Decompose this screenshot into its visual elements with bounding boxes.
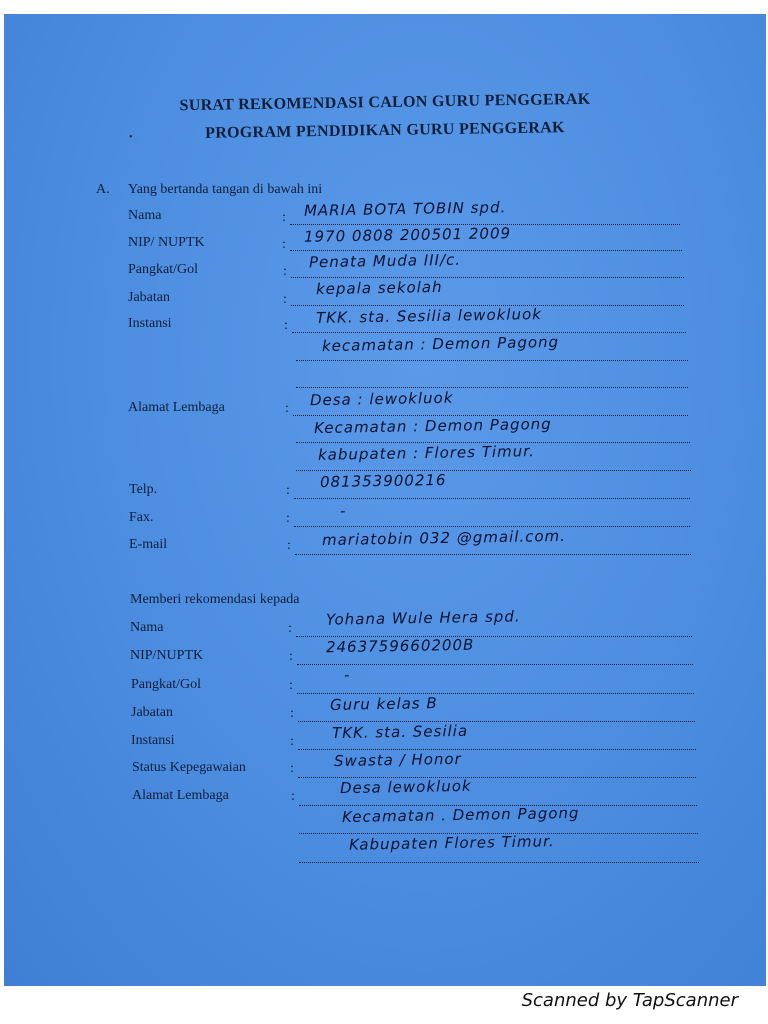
- colon: :: [283, 292, 287, 307]
- section-a-letter: A.: [96, 182, 110, 197]
- recipient-alamat-label: Alamat Lembaga: [132, 788, 229, 803]
- field-line: [292, 332, 686, 333]
- recipient-alamat-value-1: Desa lewokluok: [339, 776, 472, 798]
- signer-pangkat-value: Penata Muda III/c.: [308, 250, 462, 272]
- recipient-status-value: Swasta / Honor: [333, 749, 462, 771]
- colon: :: [285, 401, 289, 416]
- recipient-alamat-value-3: Kabupaten Flores Timur.: [348, 832, 555, 854]
- recipient-alamat-value-2: Kecamatan . Demon Pagong: [341, 803, 580, 827]
- colon: :: [284, 318, 288, 333]
- signer-alamat-value-1: Desa : lewokluok: [309, 388, 454, 410]
- colon: :: [289, 649, 293, 664]
- colon: :: [290, 761, 294, 776]
- field-line: [298, 749, 696, 750]
- colon: :: [288, 621, 292, 636]
- section-a-heading: Yang bertanda tangan di bawah ini: [128, 182, 323, 197]
- field-line: [294, 526, 690, 527]
- field-line: [296, 470, 691, 471]
- field-line: [294, 498, 690, 499]
- signer-alamat-value-2: Kecamatan : Demon Pagong: [313, 414, 552, 438]
- recipient-nip-value: 2463759660200B: [325, 635, 475, 657]
- signer-instansi-value-2: kecamatan : Demon Pagong: [321, 332, 560, 356]
- colon: :: [289, 678, 293, 693]
- signer-alamat-value-3: kabupaten : Flores Timur.: [317, 442, 535, 464]
- signer-nama-value: MARIA BOTA TOBIN spd.: [303, 198, 507, 220]
- recipient-pangkat-label: Pangkat/Gol: [131, 677, 201, 692]
- colon: :: [290, 734, 294, 749]
- signer-alamat-label: Alamat Lembaga: [128, 400, 225, 415]
- document-title: SURAT REKOMENDASI CALON GURU PENGGERAK: [179, 90, 591, 115]
- scanned-page: [4, 14, 766, 986]
- recipient-status-label: Status Kepegawaian: [132, 760, 246, 775]
- field-line: [297, 664, 693, 665]
- signer-jabatan-label: Jabatan: [128, 290, 170, 305]
- recipient-instansi-label: Instansi: [131, 733, 175, 748]
- signer-fax-label: Fax.: [129, 510, 154, 525]
- signer-nip-label: NIP/ NUPTK: [128, 235, 205, 250]
- field-line: [295, 554, 691, 555]
- colon: :: [286, 511, 290, 526]
- colon: :: [287, 538, 291, 553]
- colon: :: [283, 264, 287, 279]
- signer-instansi-label: Instansi: [128, 316, 172, 331]
- signer-pangkat-label: Pangkat/Gol: [128, 262, 198, 277]
- field-line: [296, 360, 688, 361]
- field-line: [290, 250, 682, 251]
- stray-mark: •: [129, 132, 133, 143]
- field-line: [291, 277, 684, 278]
- signer-jabatan-value: kepala sekolah: [315, 277, 443, 299]
- recipient-instansi-value: TKK. sta. Sesilia: [331, 721, 469, 743]
- recipient-nama-label: Nama: [130, 620, 164, 635]
- field-line: [297, 693, 694, 694]
- field-line: [296, 387, 688, 388]
- signer-telp-label: Telp.: [129, 482, 158, 497]
- signer-telp-value: 081353900216: [319, 470, 447, 492]
- colon: :: [282, 237, 286, 252]
- recipient-nama-value: Yohana Wule Hera spd.: [325, 607, 521, 629]
- field-line: [299, 862, 699, 863]
- colon: :: [286, 483, 290, 498]
- document-subtitle: PROGRAM PENDIDIKAN GURU PENGGERAK: [205, 119, 565, 142]
- colon: :: [282, 210, 286, 225]
- signer-instansi-value-1: TKK. sta. Sesilia lewokluok: [315, 305, 543, 327]
- recipient-jabatan-label: Jabatan: [131, 705, 173, 720]
- recipient-pangkat-value: -: [343, 665, 351, 685]
- section-b-heading: Memberi rekomendasi kepada: [130, 592, 300, 607]
- field-line: [298, 721, 695, 722]
- signer-nip-value: 1970 0808 200501 2009: [303, 224, 512, 246]
- signer-fax-value: -: [339, 501, 347, 521]
- signer-nama-label: Nama: [128, 208, 162, 223]
- colon: :: [290, 706, 294, 721]
- signer-email-value: mariatobin 032 @gmail.com.: [321, 526, 567, 550]
- recipient-nip-label: NIP/NUPTK: [130, 648, 204, 663]
- recipient-jabatan-value: Guru kelas B: [329, 694, 438, 714]
- colon: :: [291, 789, 295, 804]
- signer-email-label: E-mail: [129, 537, 168, 552]
- scanner-watermark: Scanned by TapScanner: [521, 990, 738, 1011]
